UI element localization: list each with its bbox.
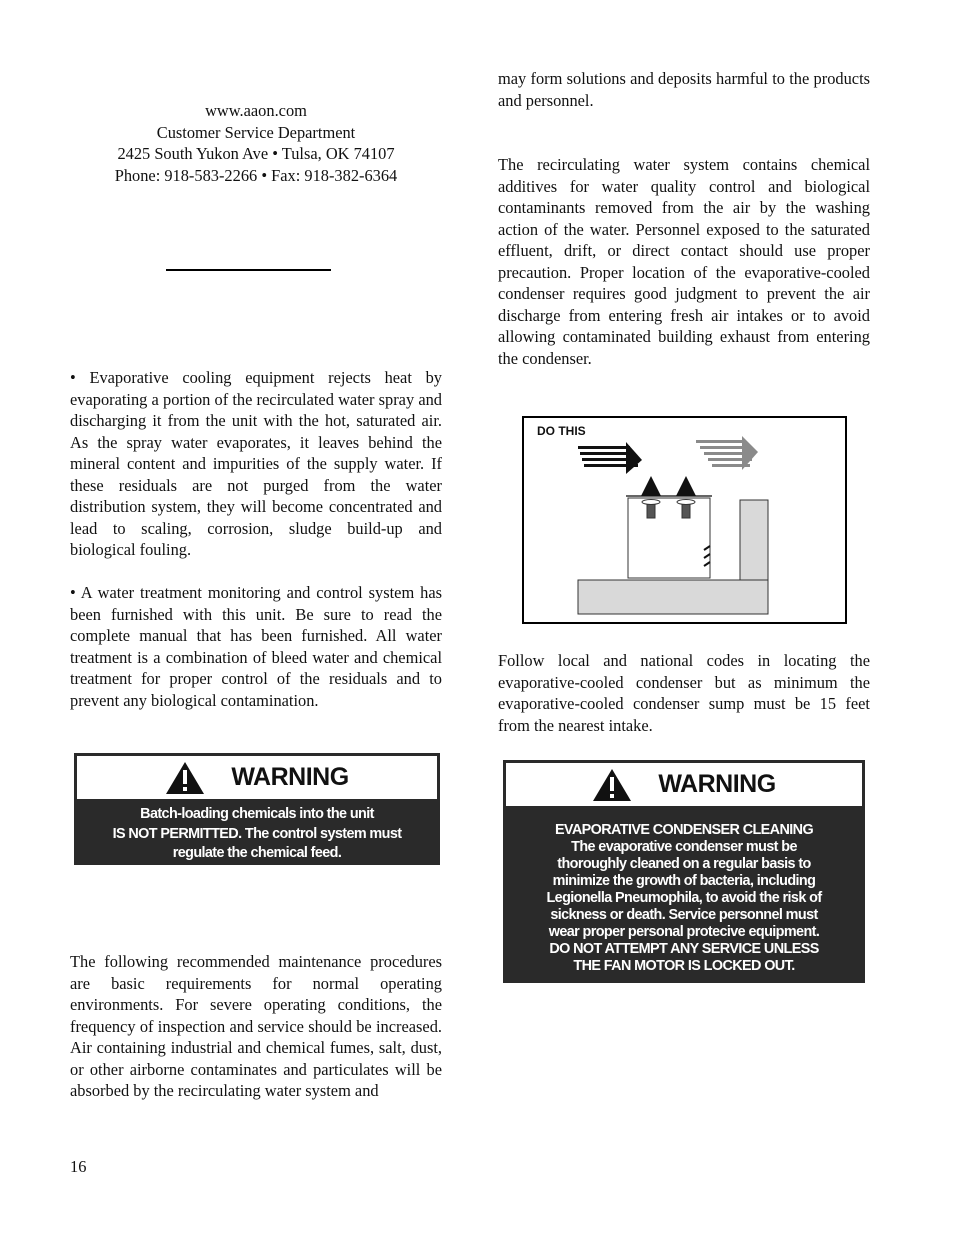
warning-triangle-icon bbox=[592, 768, 632, 802]
up-arrow-icon bbox=[641, 476, 696, 496]
phone-fax: Phone: 918-583-2266 • Fax: 918-382-6364 bbox=[114, 165, 398, 185]
website-link[interactable]: www.aaon.com bbox=[205, 101, 307, 120]
warning-line: The evaporative condenser must be bbox=[571, 839, 797, 855]
warning-header bbox=[77, 756, 437, 799]
paragraph-recirculating-water: The recirculating water system contains chemical additives for water quality control and biological contaminants removed from the air by the washing action of the water. Personnel exposed to the saturated effluent, drift, or direct contact should use proper precaution. Proper location of the evaporative-cooled condenser requires good judgment to prevent the air discharge from entering fresh air intakes or to avoid allowing contaminated building exhaust from entering the condenser. bbox=[498, 155, 870, 368]
warning-title: WARNING bbox=[231, 763, 349, 791]
warning-line: thoroughly cleaned on a regular basis to bbox=[557, 856, 811, 872]
warning-line: EVAPORATIVE CONDENSER CLEANING bbox=[554, 822, 814, 838]
warning-header bbox=[506, 763, 862, 806]
warning-line: minimize the growth of bacteria, including bbox=[552, 873, 816, 889]
warning-line: sickness or death. Service personnel must bbox=[550, 907, 818, 923]
paragraph-water-treatment: • A water treatment monitoring and control system has been furnished with this unit. Be sure to read the complete manual that has been furnished. All water treatment is a combination of bleed water and chemical treatment for proper control of the residuals and to prevent any biological contamination. bbox=[70, 583, 442, 710]
section-rule bbox=[166, 269, 331, 271]
airflow-arrows-icon bbox=[696, 436, 758, 470]
warning-line: wear proper personal protecive equipment. bbox=[548, 924, 820, 940]
warning-line: DO NOT ATTEMPT ANY SERVICE UNLESS bbox=[549, 941, 819, 957]
warning-title: WARNING bbox=[658, 770, 776, 798]
warning-line: THE FAN MOTOR IS LOCKED OUT. bbox=[573, 958, 795, 974]
warning-body bbox=[76, 800, 438, 864]
paragraph-deposits: may form solutions and deposits harmful to the products and personnel. bbox=[498, 69, 870, 110]
figure-label: DO THIS bbox=[537, 424, 586, 438]
warning-body bbox=[505, 807, 863, 975]
condenser-unit bbox=[628, 498, 710, 578]
paragraph-evaporative-cooling: • Evaporative cooling equipment rejects heat by evaporating a portion of the recirculated water spray and discharging it from the unit with the hot, saturated air. As the spray water evaporates, it leaves behind the mineral content and impurities of the supply water. If these residuals are not purged from the water distribution system, they will become concentrated and lead to scaling, corrosion, sludge build-up and biological fouling. bbox=[70, 368, 442, 559]
department-name: Customer Service Department bbox=[156, 122, 356, 142]
roof-slab bbox=[578, 580, 768, 614]
building-wall bbox=[740, 500, 768, 580]
warning-line: Batch-loading chemicals into the unit bbox=[140, 806, 374, 822]
warning-triangle-icon bbox=[165, 761, 205, 795]
warning-box-condenser-cleaning bbox=[503, 760, 865, 983]
warning-line: regulate the chemical feed. bbox=[172, 845, 342, 861]
warning-line: Legionella Pneumophila, to avoid the risk of bbox=[546, 890, 822, 906]
paragraph-local-codes: Follow local and national codes in locating the evaporative-cooled condenser but as minimum the evaporative-cooled condenser sump must be 15 feet from the nearest intake. bbox=[498, 651, 870, 735]
warning-box-batch-loading bbox=[74, 753, 440, 865]
page-number: 16 bbox=[70, 1157, 87, 1176]
discharge-arrows-icon bbox=[578, 442, 642, 474]
address: 2425 South Yukon Ave • Tulsa, OK 74107 bbox=[117, 144, 395, 163]
condenser-diagram bbox=[522, 416, 847, 624]
warning-line: IS NOT PERMITTED. The control system must bbox=[112, 825, 402, 842]
contact-block bbox=[70, 100, 442, 186]
paragraph-maintenance: The following recommended maintenance procedures are basic requirements for normal operating environments. For severe operating conditions, the frequency of inspection and service should be increased. Air containing industrial and chemical fumes, salt, dust, or other airborne contaminates and particulates will be absorbed by the recirculating water system and bbox=[70, 952, 442, 1100]
